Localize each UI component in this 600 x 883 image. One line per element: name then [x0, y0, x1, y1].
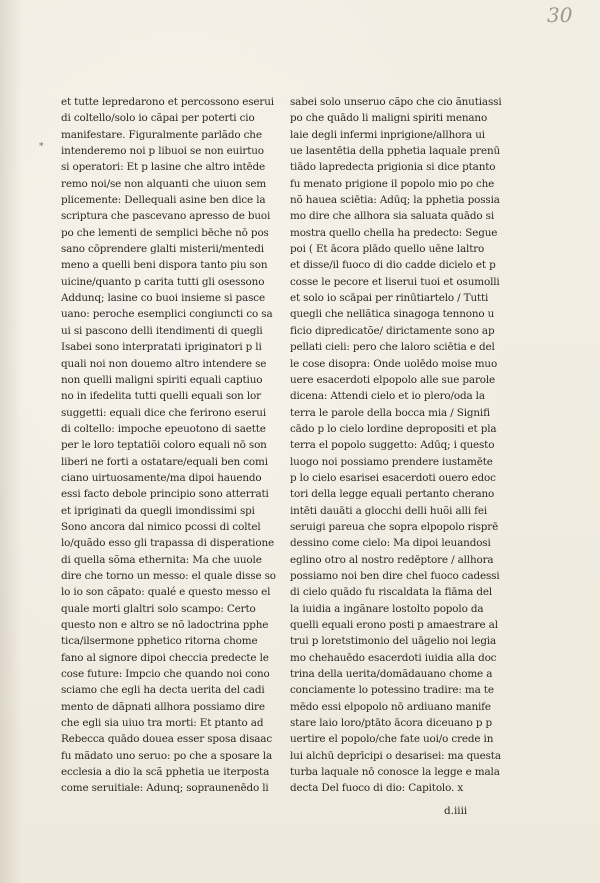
text-line: fu mãdato uno seruo: po che a sposare la — [61, 749, 272, 762]
text-line: Isabei sono interpratati ipriginatori p li — [61, 341, 262, 354]
text-line: ue lasentētia della pphetia laquale prenū — [290, 145, 501, 158]
text-line: et tutte lepredarono et percossono eserui — [61, 96, 274, 108]
text-line: uicine/quanto p carita tutti gli osessono — [61, 275, 265, 288]
text-line: fu menato prigione il popolo mio po che — [290, 177, 495, 190]
text-line: non quelli maligni spiriti equali captiuo — [61, 373, 263, 386]
text-line: trui p loretstimonio del uāgelio noi legia — [290, 635, 497, 648]
text-line: et solo io scāpai per rinūtiartelo / Tutti — [290, 292, 489, 305]
text-line: che egli sia uiuo tra morti: Et ptanto ad — [61, 717, 264, 730]
text-line: conciamente lo potessino tradire: ma te — [290, 684, 494, 697]
text-line: come seruitiale: Adunq; sopraunenēdo li — [61, 782, 269, 795]
text-line: intēti dauāti a glocchi delli huõi alli fei — [290, 504, 488, 517]
text-line: dessino come cielo: Ma dipoi leuandosi — [290, 537, 491, 550]
folio-number: 30 — [547, 3, 573, 27]
text-line: dicena: Attendi cielo et io plero/oda la — [290, 390, 485, 403]
text-line: ficio dipredicatõe/ dirictamente sono ap — [290, 324, 495, 337]
binding-shadow — [0, 0, 22, 883]
text-line: la iuidia a ingãnare lostolto popolo da — [290, 602, 484, 615]
text-line: cose future: Impcio che quando noi cono — [61, 668, 270, 681]
text-line: cosse le pecore et liserui tuoi et osumolli — [290, 275, 500, 288]
text-line: sciamo che egli ha decta uerita del cadi — [61, 684, 265, 697]
margin-mark: * — [39, 142, 44, 152]
text-line: luogo noi possiamo prendere iustamēte — [290, 455, 493, 468]
text-line: sano cōprendere glalti misterii/mentedi — [61, 243, 264, 256]
text-line: Addunq; lasine co buoi insieme si pasce — [61, 292, 265, 305]
text-line: essi facto debole principio sono atterrati — [61, 488, 269, 501]
text-line: ui si pascono delli itendimenti di quegli — [61, 324, 263, 337]
text-line: et ipriginati da quegli imondissimi spi — [61, 504, 255, 517]
text-line: stare laio loro/ptāto ācora diceuano p p — [290, 717, 493, 730]
text-line: di coltello: impoche epeuotono di saette — [61, 422, 266, 435]
text-line: lo io son cãpato: qualé e questo messo el — [61, 586, 271, 599]
text-line: p lo cielo esarisei esacerdoti ouero edoc — [290, 471, 496, 484]
text-line: mo dire che allhora sia saluata quādo si — [290, 210, 494, 223]
text-line: cādo p lo cielo lordine depropositi et pla — [290, 422, 497, 435]
text-line: liberi ne forti a ostatare/equali ben comi — [61, 455, 268, 468]
text-line: decta Del fuoco di dio: Capitolo. x — [290, 782, 464, 795]
text-line: tiādo lapredecta prigionia si dice ptanto — [290, 161, 496, 174]
left-text-column — [61, 94, 276, 797]
text-line: le cose disopra: Onde uolēdo moise muo — [290, 357, 498, 370]
text-line: quali noi non douemo altro intendere se — [61, 357, 267, 370]
text-line: di quella sõma ethernita: Ma che uuole — [61, 553, 262, 566]
text-line: nõ hauea sciētia: Adūq; la pphetia possia — [290, 194, 500, 207]
text-line: no in ifedelita tutti quelli equali son lor — [61, 390, 261, 403]
text-line: mo chehauēdo esacerdoti iuidia alla doc — [290, 651, 497, 664]
text-line: sabei solo unseruo cãpo che cio ãnutiassi — [290, 96, 502, 108]
signature-mark: d.iiii — [444, 805, 468, 817]
text-line: fano al signore dipoi checcia predecte le — [61, 651, 269, 664]
text-line: quelli equali erono posti p amaestrare al — [290, 619, 498, 631]
text-line: terra el popolo suggetto: Adūq; i questo — [290, 439, 495, 452]
text-line: mēdo essi elpopolo nō ardiuano manife — [290, 700, 491, 713]
text-line: di cielo quādo fu riscaldata la fiāma del — [290, 586, 493, 599]
text-line: eglino otro al nostro redēptore / allhora — [290, 553, 494, 566]
text-line: poi ( Et ācora plādo quello uēne laltro — [290, 243, 485, 256]
text-line: remo noi/se non alquanti che uiuon sem — [61, 177, 267, 190]
text-line: possiamo noi ben dire chel fuoco cadessi — [290, 569, 500, 582]
text-line: quegli che nellãtica sinagoga tennono u — [290, 308, 495, 321]
text-line: questo non e altro se nõ ladoctrina pphe — [61, 619, 269, 631]
text-line: si operatori: Et p lasine che altro intēde — [61, 161, 266, 174]
text-line: uere esacerdoti elpopolo alle sue parole — [290, 373, 496, 386]
text-line: Sono ancora dal nimico pcossi di coltel — [61, 520, 261, 533]
text-line: dire che torno un messo: el quale disse so — [61, 569, 276, 582]
text-line: plicemente: Dellequali asine ben dice la — [61, 194, 266, 207]
text-line: laie degli infermi inprigione/allhora ui — [290, 128, 485, 141]
text-line: meno a quelli beni dispora tanto piu son — [61, 259, 268, 272]
text-line: intenderemo noi p libuoi se non euirtuo — [61, 145, 264, 158]
text-line: mento de dãpnati allhora possiamo dire — [61, 700, 265, 713]
text-line: po che quādo li maligni spiriti menano — [290, 112, 488, 125]
text-line: per le loro teptatiõi coloro equali nō son — [61, 439, 267, 452]
text-line: turba laquale nō conosce la legge e mala — [290, 766, 500, 779]
text-line: seruigi pareua che sopra elpopolo risprē — [290, 520, 499, 533]
text-line: pellati cieli: pero che laloro sciētia e del — [290, 341, 495, 354]
text-line: ciano uirtuosamente/ma dipoi hauendo — [61, 471, 262, 484]
text-line: uano: peroche esemplici congiuncti co sa — [61, 308, 273, 321]
text-line: scriptura che pascevano apresso de buoi — [61, 210, 271, 223]
text-line: terra le parole della bocca mia / Signifi — [290, 406, 490, 419]
text-line: suggetti: equali dice che ferirono eserui — [61, 406, 267, 419]
text-line: et disse/il fuoco di dio cadde dicielo et p — [290, 259, 496, 272]
text-line: lui alchū deprīcipi o desarisei: ma questa — [290, 749, 501, 762]
text-line: tori della legge equali pertanto cherano — [290, 488, 495, 501]
text-line: tica/ilsermone pphetico ritorna chome — [61, 635, 258, 648]
text-line: mostra quello chella ha predecto: Segue — [290, 226, 498, 239]
text-line: ecclesia a dio la scã pphetia ue iterposta — [61, 766, 270, 779]
text-line: uertire el popolo/che fate uoi/o crede in — [290, 733, 494, 746]
text-line: trina della uerita/domãdauano chome a — [290, 668, 493, 681]
text-line: Rebecca quādo douea esser sposa disaac — [61, 733, 273, 746]
text-line: lo/quãdo esso gli trapassa di disperatione — [61, 537, 274, 550]
text-line: po che lementi de semplici bēche nō pos — [61, 226, 269, 239]
right-text-column — [290, 94, 505, 797]
text-line: di coltello/solo io cãpai per poterti cio — [61, 112, 255, 125]
text-line: quale morti glaltri solo scampo: Certo — [61, 602, 256, 615]
text-line: manifestare. Figuralmente parlãdo che — [61, 128, 262, 141]
